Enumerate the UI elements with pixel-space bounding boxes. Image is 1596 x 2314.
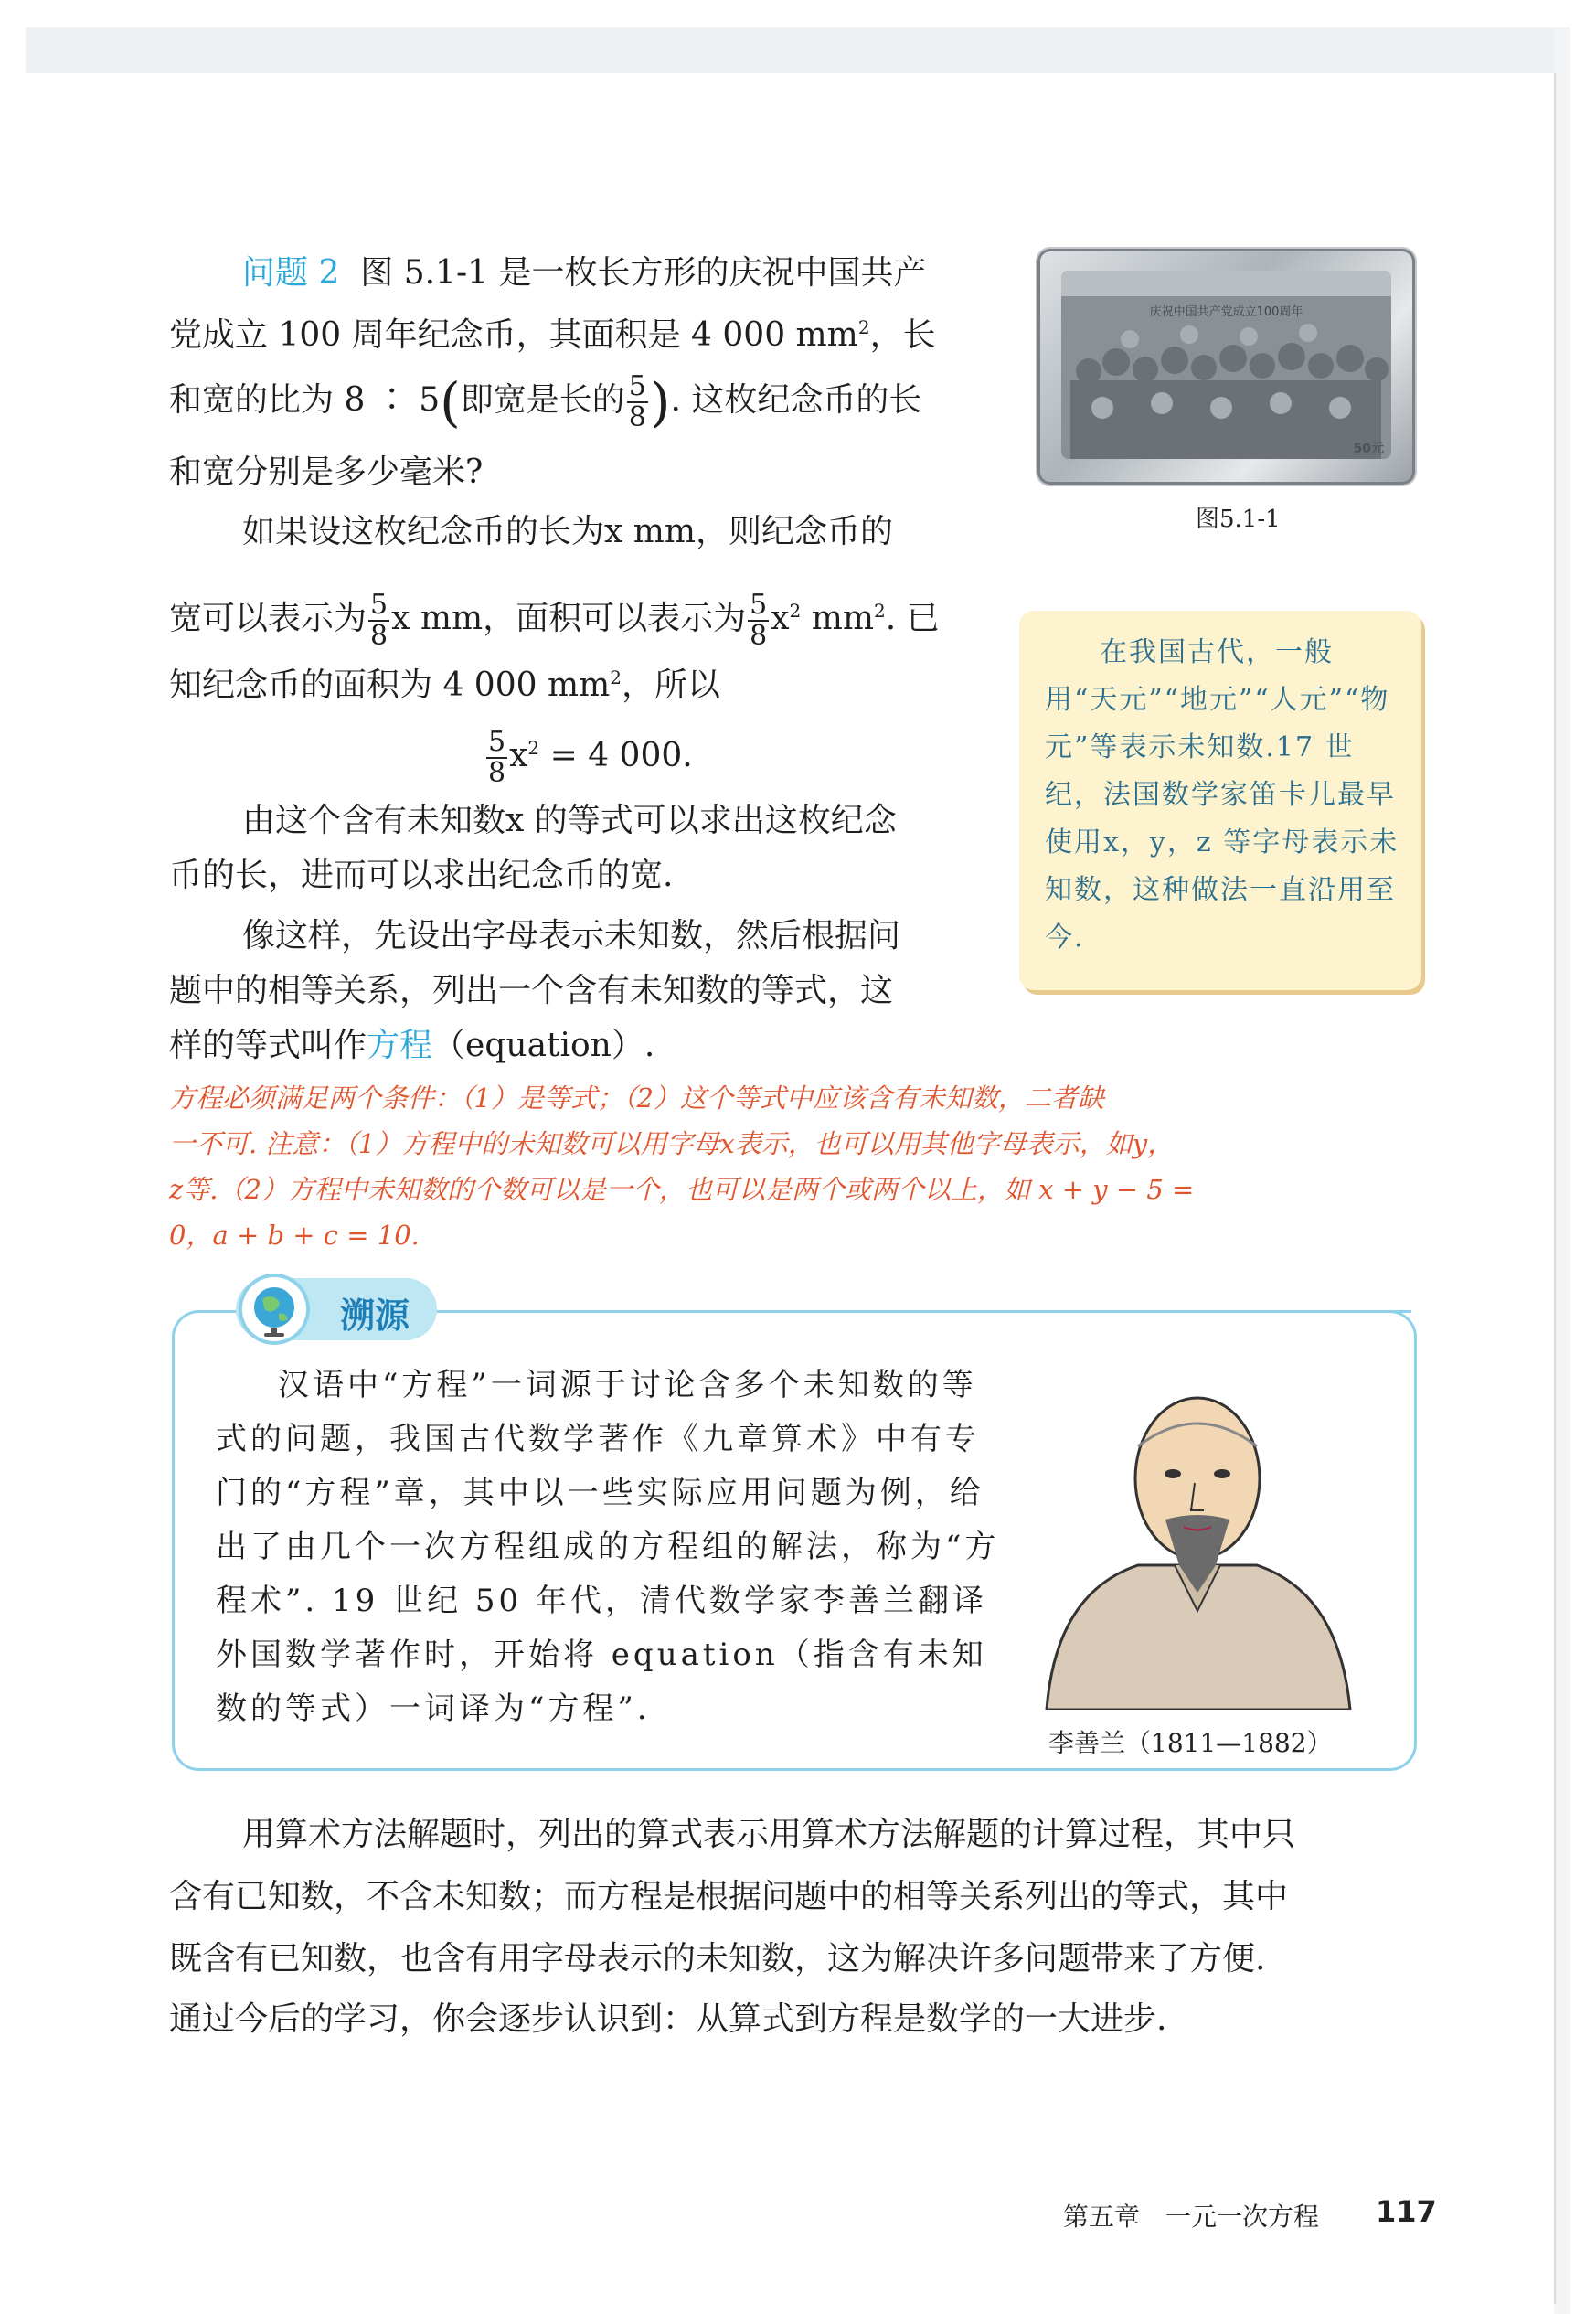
- superscript: 2: [789, 600, 802, 622]
- para2-line-2: 币的长，进而可以求出纪念币的宽.: [169, 857, 674, 894]
- problem-text: 和宽分别是多少毫米?: [169, 453, 484, 491]
- fraction-numerator: 5: [488, 726, 506, 758]
- chapter-footer: 第五章 一元一次方程: [1063, 2202, 1320, 2232]
- para-text: （equation）.: [432, 1027, 655, 1064]
- para-text: 宽可以表示为: [169, 600, 367, 637]
- handwritten-note: [169, 1075, 1421, 1258]
- para3-line-2: 题中的相等关系，列出一个含有未知数的等式，这: [169, 972, 894, 1009]
- para-text: 样的等式叫作: [169, 1027, 367, 1064]
- para-text: x mm，面积可以表示为: [391, 600, 747, 637]
- fraction-denominator: 8: [628, 401, 646, 433]
- fraction: [627, 370, 648, 433]
- para3-line-3: [169, 1019, 654, 1072]
- problem-line-2: [169, 302, 936, 361]
- para1-line-2: [169, 585, 940, 650]
- problem-text: ，长: [869, 316, 936, 354]
- fraction-denominator: 8: [488, 757, 506, 789]
- page-top-band: [26, 27, 1570, 73]
- li-shanlan-portrait: [1037, 1382, 1359, 1710]
- portrait-caption: 李善兰（1811—1882）: [1048, 1728, 1333, 1758]
- para3-line-1: 像这样，先设出字母表示未知数，然后根据问: [242, 917, 901, 954]
- problem-line-4: [169, 446, 483, 498]
- fraction-numerator: 5: [370, 589, 388, 621]
- problem-text: 即宽是长的: [460, 381, 625, 419]
- fraction-denominator: 8: [370, 620, 388, 652]
- para4-line-4: 通过今后的学习，你会逐步认识到：从算式到方程是数学的一大进步.: [169, 2000, 1167, 2038]
- sidenote-text: 在我国古代，一般用“天元”“地元”“人元”“物元”等表示未知数.17 世纪，法国数学家笛卡儿最早使用x，y，z 等字母表示未知数，这种做法一直沿用至今.: [1045, 636, 1399, 954]
- figure-caption: 图5.1-1: [1196, 506, 1281, 533]
- fraction-numerator: 5: [628, 370, 646, 402]
- fraction: [486, 726, 507, 789]
- para-text: 知纪念币的面积为 4 000 mm: [169, 666, 611, 704]
- coin-relief-figures: [1061, 271, 1391, 459]
- commemorative-coin-image: [1037, 249, 1415, 485]
- note-line: 0，a + b + c = 10.: [169, 1220, 420, 1251]
- superscript: 2: [610, 666, 622, 688]
- para1-line-1: 如果设这枚纪念币的长为x mm，则纪念币的: [242, 513, 894, 550]
- problem-text: 党成立 100 周年纪念币，其面积是 4 000 mm: [169, 316, 858, 354]
- page-edge: [1554, 27, 1570, 2314]
- fraction: [368, 589, 389, 652]
- problem-text: 和宽的比为 8 ∶ 5: [169, 381, 441, 419]
- paren: (: [440, 370, 461, 433]
- page-edge-line: [1554, 73, 1556, 2304]
- equation: [484, 722, 693, 787]
- equation-var: x: [509, 737, 528, 774]
- para-text: mm: [801, 600, 874, 637]
- para-text: x: [771, 600, 790, 637]
- history-sidenote: [1019, 611, 1421, 990]
- equation-tail: = 4 000.: [539, 737, 693, 774]
- origin-title: 溯源: [340, 1296, 410, 1336]
- note-line: 一不可. 注意：（1）方程中的未知数可以用字母x表示，也可以用其他字母表示，如y，: [169, 1128, 1175, 1159]
- note-line: 方程必须满足两个条件：（1）是等式；（2）这个等式中应该含有未知数，二者缺: [169, 1082, 1104, 1114]
- fraction-denominator: 8: [750, 620, 768, 652]
- para2-line-1: 由这个含有未知数x 的等式可以求出这枚纪念: [242, 802, 897, 839]
- origin-divider: [437, 1310, 1411, 1313]
- note-line: z等.（2）方程中未知数的个数可以是一个，也可以是两个或两个以上，如 x + y − 5 =: [169, 1174, 1195, 1205]
- superscript: 2: [527, 737, 540, 759]
- term-highlight: 方程: [367, 1027, 433, 1064]
- globe-icon: [242, 1277, 306, 1341]
- para4-line-2: 含有已知数，不含未知数；而方程是根据问题中的相等关系列出的等式，其中: [169, 1878, 1289, 1915]
- para4-line-3: 既含有已知数，也含有用字母表示的未知数，这为解决许多问题带来了方便.: [169, 1940, 1266, 1978]
- paren: ): [649, 370, 671, 433]
- problem-line-1: [242, 247, 926, 299]
- superscript: 2: [874, 600, 886, 622]
- page-number: 117: [1376, 2194, 1437, 2229]
- problem-line-3: [169, 370, 922, 433]
- problem-text: 图 5.1-1 是一枚长方形的庆祝中国共产: [360, 254, 927, 292]
- problem-text: . 这枚纪念币的长: [670, 381, 922, 419]
- fraction-numerator: 5: [750, 589, 768, 621]
- problem-label: 问题 2: [242, 254, 340, 292]
- coin-inscription: 庆祝中国共产党成立100周年: [1149, 305, 1303, 319]
- fraction: [748, 589, 769, 652]
- origin-text: 汉语中“方程”一词源于讨论含多个未知数的等式的问题，我国古代数学著作《九章算术》中有专门的“方程”章，其中以一些实际应用问题为例，给出了由几个一次方程组成的方程组的解法，称为“方程术”. 19 世纪 50 年代，清代数学家李善兰翻译外国数学著作时，开始将 equation（指含有未知数的等式）一词译为“方程”.: [216, 1367, 1000, 1727]
- para1-line-3: [169, 652, 720, 711]
- para-text: ，所以: [621, 666, 720, 704]
- coin-relief: [1061, 271, 1391, 459]
- superscript: 2: [857, 316, 870, 338]
- para-text: . 已: [885, 600, 940, 637]
- coin-denomination: 50元: [1353, 442, 1384, 456]
- para4-line-1: 用算术方法解题时，列出的算式表示用算术方法解题的计算过程，其中只: [242, 1816, 1296, 1853]
